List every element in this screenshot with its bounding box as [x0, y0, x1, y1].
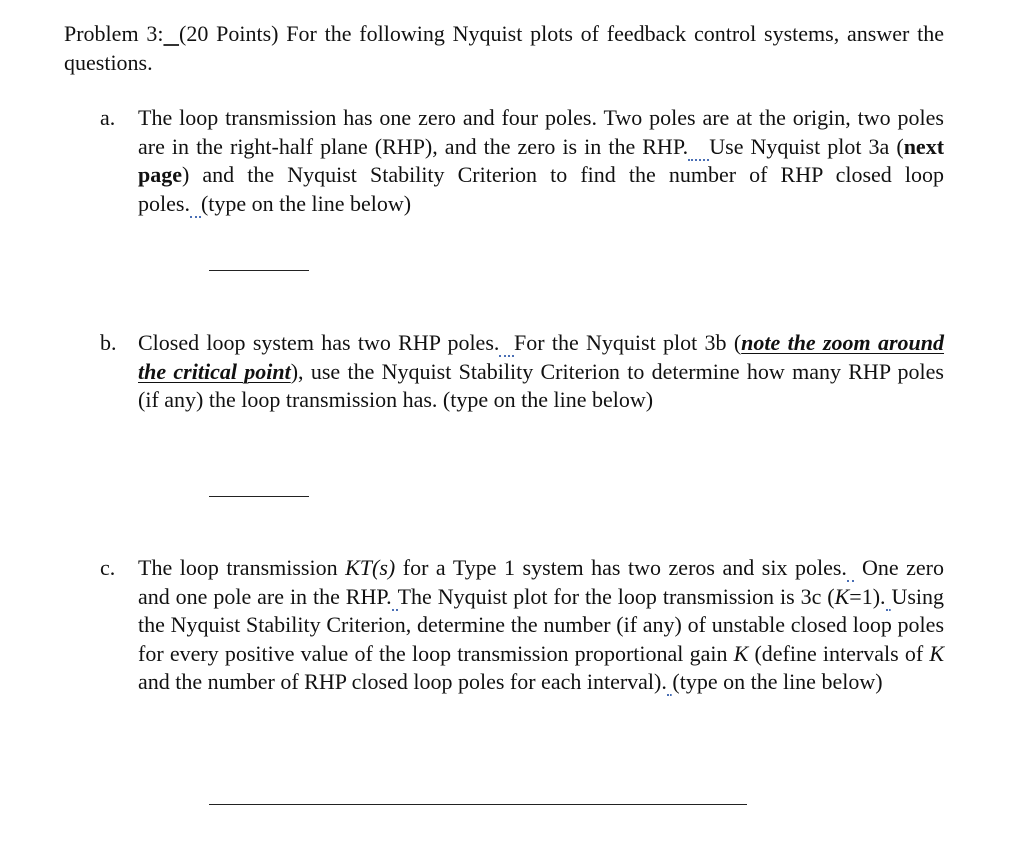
question-a — [100, 104, 945, 218]
question-b-text — [138, 329, 944, 415]
question-b-sentence-1: Closed loop system has two RHP poles. — [138, 330, 500, 355]
question-a-instruction: (type on the line below) — [200, 190, 412, 216]
question-b-marker: b. — [100, 330, 117, 355]
question-c-text — [138, 554, 944, 697]
question-c-sentence-3b: =1). — [849, 583, 886, 609]
question-c-sentence-2: One zero and one pole are in the RHP. — [138, 555, 944, 609]
answer-line-c[interactable] — [209, 804, 747, 805]
question-c-sentence-3a: The Nyquist plot for the loop transmission is 3c ( — [397, 583, 835, 609]
problem-intro — [64, 20, 944, 77]
question-c-italic-kts: KT(s) — [345, 555, 396, 580]
dotted-gap — [190, 191, 201, 218]
question-c-sentence-4c: and the number of RHP closed loop poles for each interval). — [138, 669, 667, 694]
question-a-sentence-3: ) and the Nyquist Stability Criterion to find the number of RHP closed loop poles. — [138, 162, 944, 216]
question-a-text — [138, 104, 944, 218]
question-c-italic-k: K — [733, 640, 749, 666]
question-a-marker: a. — [100, 105, 116, 130]
dotted-gap — [688, 134, 709, 161]
problem-label: Problem 3: — [64, 21, 164, 46]
question-a-sentence-2: Use Nyquist plot 3a ( — [709, 133, 904, 159]
question-c-sentence-4a: Using the Nyquist Stability Criterion, determine the number (if any) of unstable closed loop poles for every positive value of the loop transmission proportional gain — [138, 583, 944, 666]
question-b — [100, 329, 945, 415]
question-b-sentence-2: For the Nyquist plot 3b ( — [514, 330, 742, 355]
dotted-gap — [847, 555, 855, 582]
question-b-sentence-3: ), use the Nyquist Stability Criterion to determine how many RHP poles (if any) the loop transmission has. (type on the line below) — [138, 358, 944, 412]
question-c-sentence-4b: (define intervals of — [748, 640, 930, 666]
question-c-sentence-1a: The loop transmission — [138, 555, 346, 580]
dotted-gap — [499, 330, 514, 357]
question-c-italic-k: K — [834, 583, 850, 609]
question-a-bold-next-page: next page — [138, 133, 945, 187]
question-c-sentence-1b: for a Type 1 system has two zeros and six poles. — [395, 555, 847, 580]
answer-line-a[interactable] — [209, 270, 309, 271]
question-c-instruction: (type on the line below) — [672, 669, 883, 694]
problem-intro-text: (20 Points) For the following Nyquist plots of feedback control systems, answer the questions. — [64, 21, 944, 75]
question-b-emphasis: note the zoom around the critical point — [138, 330, 945, 384]
question-a-sentence-1: The loop transmission has one zero and four poles. Two poles are at the origin, two poles are in the right-half plane (RHP), and the zero is in the RHP. — [138, 105, 944, 159]
answer-line-b[interactable] — [209, 496, 309, 497]
question-c — [100, 554, 945, 697]
question-c-italic-k: K — [929, 640, 945, 666]
problem-label-gap — [163, 21, 179, 46]
question-c-marker: c. — [100, 555, 116, 580]
